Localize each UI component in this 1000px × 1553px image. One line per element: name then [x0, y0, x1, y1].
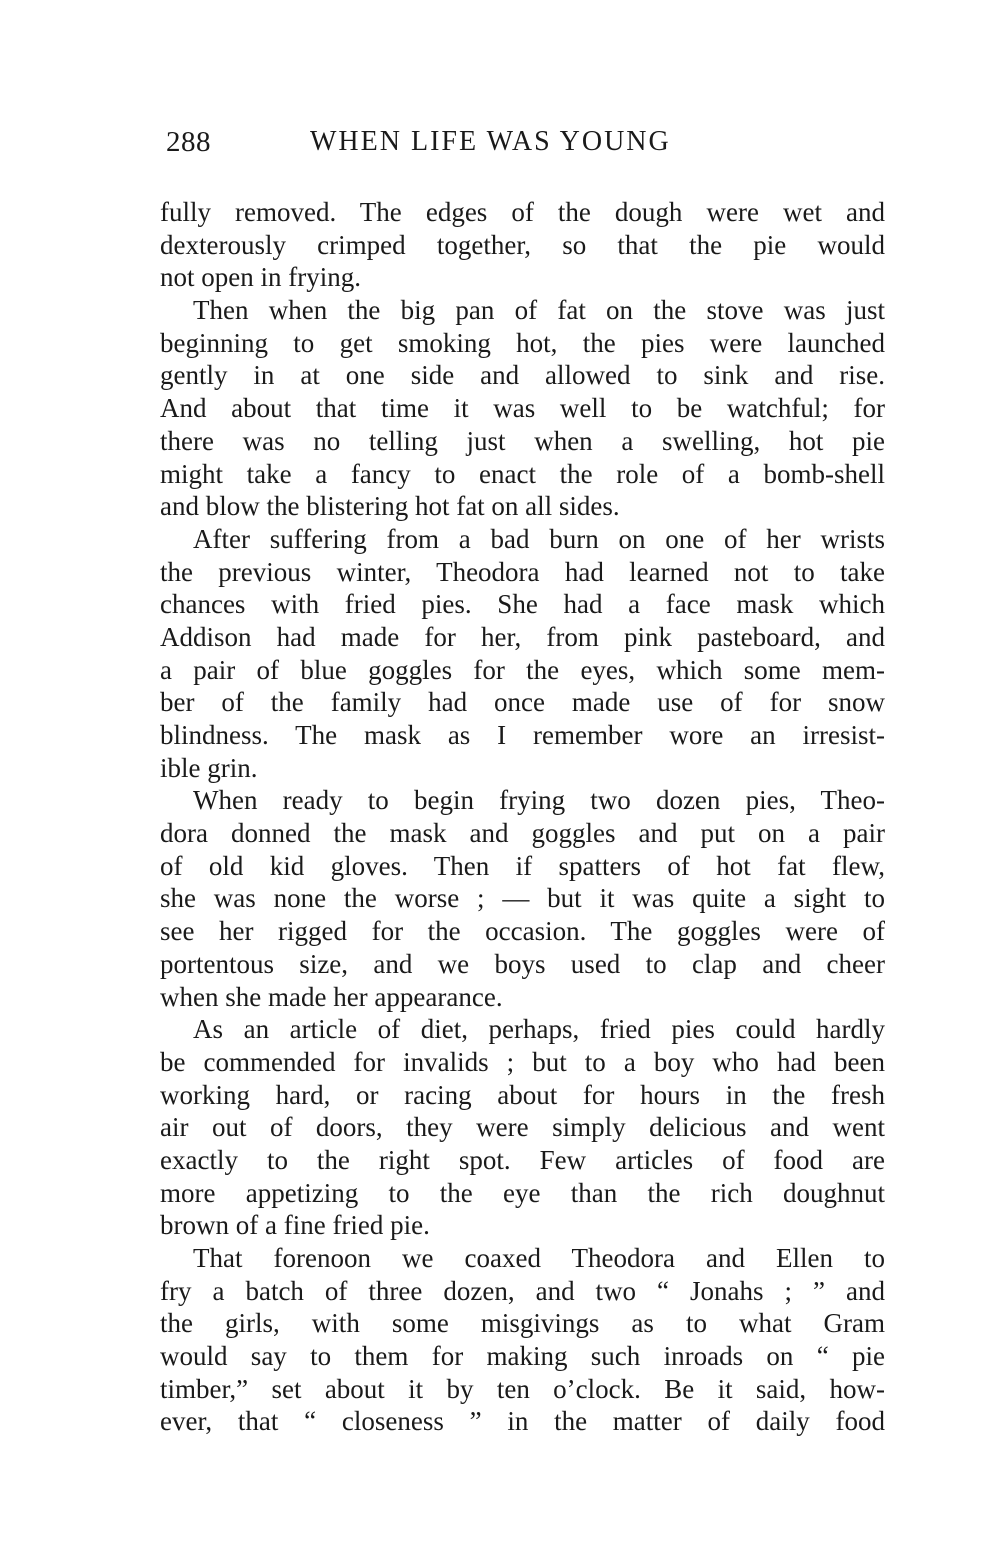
text-line: After suffering from a bad burn on one of her wrists: [193, 523, 885, 554]
text-line: dora donned the mask and goggles and put on a pair: [160, 818, 885, 849]
text-line: ever, that “ closeness ” in the matter of daily food: [160, 1406, 885, 1437]
text-line: beginning to get smoking hot, the pies were launched: [160, 327, 885, 358]
text-line: dexterously crimped together, so that the pie would: [160, 229, 885, 260]
text-line: That forenoon we coaxed Theodora and Ellen to: [193, 1243, 885, 1273]
text-line: a pair of blue goggles for the eyes, which some mem-: [160, 654, 885, 685]
text-line: more appetizing to the eye than the rich doughnut: [160, 1177, 885, 1208]
text-line: As an article of diet, perhaps, fried pies could hardly: [193, 1014, 885, 1045]
text-line: Then when the big pan of fat on the stove was just: [193, 295, 885, 326]
text-line: fully removed. The edges of the dough were wet and: [160, 197, 885, 227]
text-line: When ready to begin frying two dozen pies, Theo-: [193, 785, 885, 816]
text-line: timber,” set about it by ten o’clock. Be it said, how-: [160, 1373, 885, 1404]
text-line: chances with fried pies. She had a face mask which: [160, 589, 885, 620]
page-number: 288: [166, 126, 211, 158]
text-line: And about that time it was well to be watchful; for: [160, 393, 885, 424]
text-line: might take a fancy to enact the role of a bomb-shell: [160, 458, 885, 489]
text-line: blindness. The mask as I remember wore an irresist-: [160, 720, 885, 750]
text-line: air out of doors, they were simply delicious and went: [160, 1112, 885, 1143]
text-line: Addison had made for her, from pink pasteboard, and: [160, 621, 885, 652]
text-line: the previous winter, Theodora had learned not to take: [160, 556, 885, 587]
text-line: portentous size, and we boys used to clap and cheer: [160, 948, 885, 979]
text-line: there was no telling just when a swelling, hot pie: [160, 425, 885, 456]
text-line: when she made her appearance.: [160, 981, 503, 1012]
text-line: of old kid gloves. Then if spatters of hot fat flew,: [160, 850, 885, 881]
text-line: see her rigged for the occasion. The goggles were of: [160, 916, 885, 947]
text-line: be commended for invalids ; but to a boy who had been: [160, 1046, 885, 1077]
text-line: and blow the blistering hot fat on all sides.: [160, 491, 620, 522]
running-head: [160, 122, 885, 162]
text-line: not open in frying.: [160, 262, 361, 293]
text-line: ber of the family had once made use of for snow: [160, 687, 885, 718]
text-line: the girls, with some misgivings as to what Gram: [160, 1308, 885, 1339]
text-line: ible grin.: [160, 752, 258, 783]
body-text: [160, 196, 885, 1438]
text-line: fry a batch of three dozen, and two “ Jonahs ; ” and: [160, 1275, 885, 1306]
text-line: exactly to the right spot. Few articles of food are: [160, 1144, 885, 1175]
text-line: brown of a fine fried pie.: [160, 1210, 430, 1241]
text-line: gently in at one side and allowed to sink and rise.: [160, 360, 885, 391]
running-title: WHEN LIFE WAS YOUNG: [310, 126, 671, 157]
text-line: working hard, or racing about for hours in the fresh: [160, 1079, 885, 1110]
text-line: she was none the worse ; — but it was quite a sight to: [160, 883, 885, 914]
text-line: would say to them for making such inroads on “ pie: [160, 1341, 885, 1372]
